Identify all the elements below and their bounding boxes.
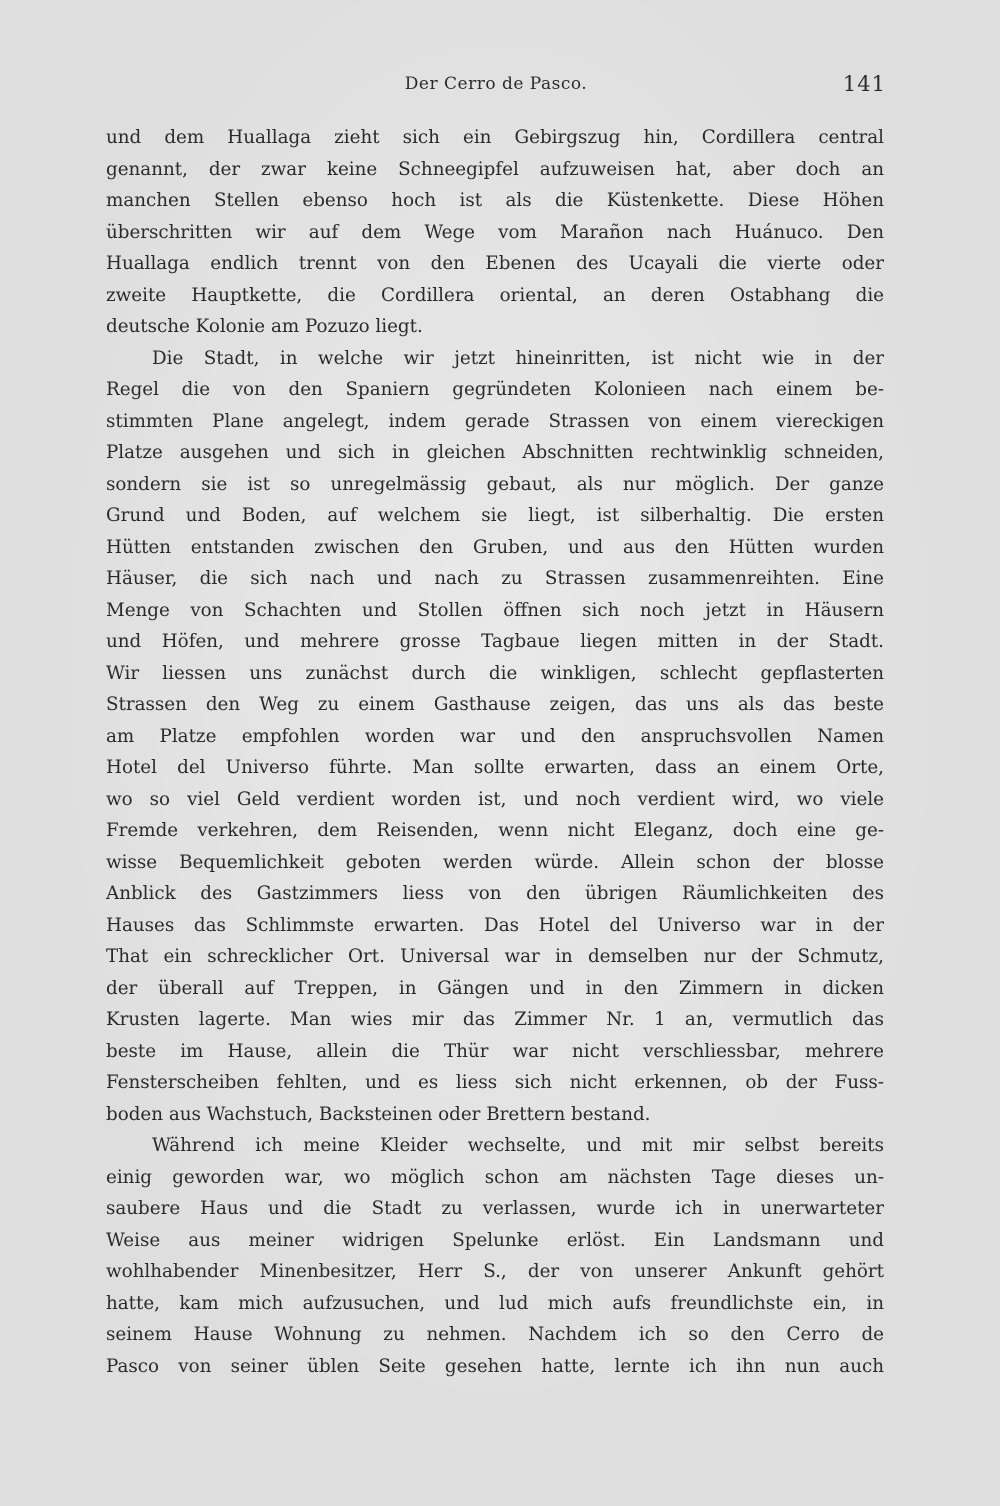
text-line: beste im Hause, allein die Thür war nicht verschliessbar, mehrere [106, 1040, 884, 1062]
text-line: und dem Huallaga zieht sich ein Gebirgszug hin, Cordillera central [106, 127, 884, 148]
paragraph-3 [106, 1130, 884, 1382]
text-line: Platze ausgehen und sich in gleichen Abschnitten rechtwinklig schneiden, [106, 442, 884, 463]
text-line: der überall auf Treppen, in Gängen und in den Zimmern in dicken [106, 977, 884, 999]
page-number: 141 [842, 72, 886, 96]
text-line: Fremde verkehren, dem Reisenden, wenn nicht Eleganz, doch eine ge- [106, 820, 884, 841]
text-line: stimmten Plane angelegt, indem gerade Strassen von einem viereckigen [106, 410, 884, 432]
text-line: genannt, der zwar keine Schneegipfel aufzuweisen hat, aber doch an [106, 158, 884, 180]
page-header [106, 74, 886, 104]
text-line: wohlhabender Minenbesitzer, Herr S., der von unserer Ankunft gehört [106, 1261, 884, 1282]
text-line: saubere Haus und die Stadt zu verlassen, wurde ich in unerwarteter [106, 1198, 884, 1219]
text-line: wisse Bequemlichkeit geboten werden würde. Allein schon der blosse [106, 851, 884, 873]
text-line: Fensterscheiben fehlten, und es liess sich nicht erkennen, ob der Fuss- [106, 1072, 884, 1093]
text-line: am Platze empfohlen worden war und den anspruchsvollen Namen [106, 725, 884, 747]
text-line: wo so viel Geld verdient worden ist, und noch verdient wird, wo viele [106, 788, 884, 810]
text-line: Hütten entstanden zwischen den Gruben, und aus den Hütten wurden [106, 536, 884, 558]
paragraph-1 [106, 122, 884, 343]
text-line: hatte, kam mich aufzusuchen, und lud mich aufs freundlichste ein, in [106, 1292, 884, 1314]
text-line: Anblick des Gastzimmers liess von den übrigen Räumlichkeiten des [106, 883, 884, 904]
paragraph-2 [106, 343, 884, 1131]
text-line: überschritten wir auf dem Wege vom Marañon nach Huánuco. Den [106, 221, 884, 243]
text-line: zweite Hauptkette, die Cordillera oriental, an deren Ostabhang die [106, 284, 884, 306]
text-line: Pasco von seiner üblen Seite gesehen hatte, lernte ich ihn nun auch [106, 1355, 884, 1377]
text-line: und Höfen, und mehrere grosse Tagbaue liegen mitten in der Stadt. [106, 631, 884, 652]
text-line: Wir liessen uns zunächst durch die winkligen, schlecht gepflasterten [106, 662, 884, 684]
text-line: Während ich meine Kleider wechselte, und mit mir selbst bereits [152, 1135, 884, 1156]
running-title: Der Cerro de Pasco. [404, 74, 588, 94]
text-line: einig geworden war, wo möglich schon am nächsten Tage dieses un- [106, 1166, 884, 1188]
text-line: Grund und Boden, auf welchem sie liegt, ist silberhaltig. Die ersten [106, 505, 884, 526]
text-line: Hotel del Universo führte. Man sollte erwarten, dass an einem Orte, [106, 757, 884, 778]
text-line: boden aus Wachstuch, Backsteinen oder Brettern bestand. [106, 1103, 651, 1125]
text-line: Krusten lagerte. Man wies mir das Zimmer Nr. 1 an, vermutlich das [106, 1009, 884, 1030]
text-line: seinem Hause Wohnung zu nehmen. Nachdem ich so den Cerro de [106, 1324, 884, 1345]
text-line: manchen Stellen ebenso hoch ist als die Küstenkette. Diese Höhen [106, 190, 884, 211]
text-line: sondern sie ist so unregelmässig gebaut, als nur möglich. Der ganze [106, 473, 884, 495]
body-text [106, 122, 884, 1382]
text-line: Die Stadt, in welche wir jetzt hineinritten, ist nicht wie in der [152, 347, 884, 369]
text-line: Strassen den Weg zu einem Gasthause zeigen, das uns als das beste [106, 694, 884, 715]
text-line: deutsche Kolonie am Pozuzo liegt. [106, 316, 423, 337]
text-line: Huallaga endlich trennt von den Ebenen des Ucayali die vierte oder [106, 253, 884, 274]
text-line: Häuser, die sich nach und nach zu Strassen zusammenreihten. Eine [106, 568, 884, 589]
text-line: Hauses das Schlimmste erwarten. Das Hotel del Universo war in der [106, 914, 884, 936]
text-line: Menge von Schachten und Stollen öffnen sich noch jetzt in Häusern [106, 599, 884, 621]
text-line: Regel die von den Spaniern gegründeten Kolonieen nach einem be- [106, 379, 884, 400]
text-line: That ein schrecklicher Ort. Universal war in demselben nur der Schmutz, [106, 946, 884, 967]
text-line: Weise aus meiner widrigen Spelunke erlöst. Ein Landsmann und [106, 1229, 884, 1251]
